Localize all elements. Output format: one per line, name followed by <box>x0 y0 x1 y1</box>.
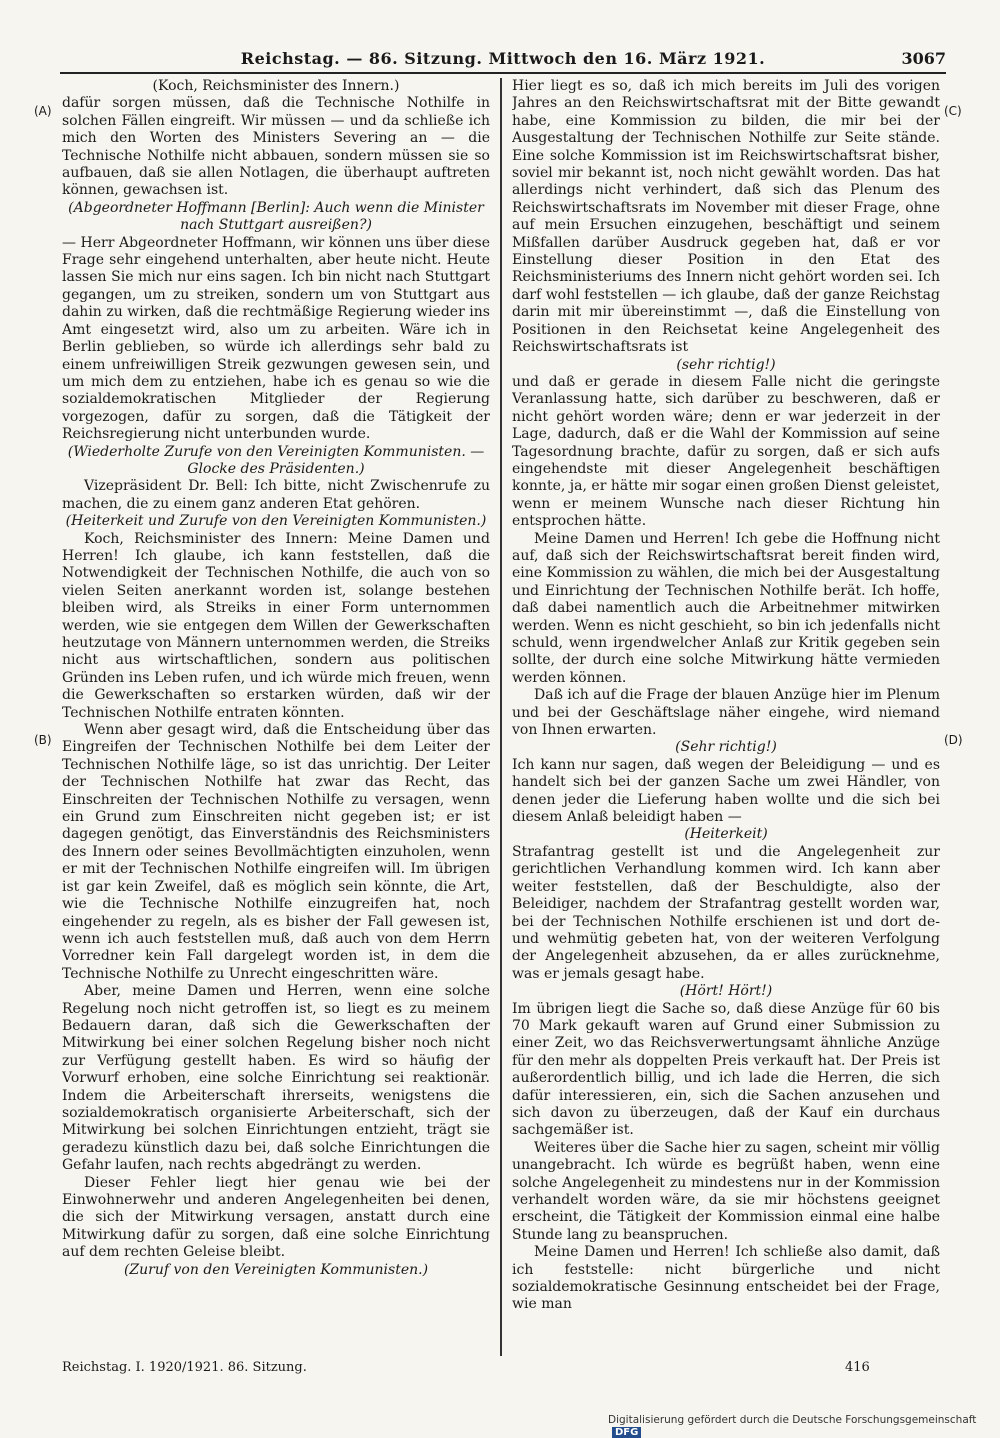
paragraph: (Heiterkeit und Zurufe von den Vereinigten Kommunisten.) <box>65 513 487 530</box>
right-text-column <box>512 78 940 1360</box>
margin-mark-a: (A) <box>34 104 52 118</box>
paragraph: (sehr richtig!) <box>676 356 776 373</box>
paragraph: Daß ich auf die Frage der blauen Anzüge hier im Plenum und bei der Geschäftslage näher eingehe, wird niemand von Ihnen erwarten. <box>512 687 940 739</box>
paragraph: (Zuruf von den Vereinigten Kommunisten.) <box>123 1261 429 1278</box>
dfg-credit <box>608 1414 1000 1438</box>
paragraph: Weiteres über die Sache hier zu sagen, scheint mir völlig unangebracht. Ich würde es begrüßt haben, wenn eine solche Angelegenheit zu mindestens nur in der Kommission verhandelt worden wäre, da sie mir höchstens geeignet erscheint, die Tätigkeit der Kommission einmal eine halbe Stunde lang zu beanspruchen. <box>512 1139 940 1243</box>
paragraph: (Sehr richtig!) <box>675 739 777 756</box>
margin-mark-c: (C) <box>944 104 962 118</box>
paragraph: Meine Damen und Herren! Ich gebe die Hoffnung nicht auf, daß sich der Reichswirtschaftsrat bereit finden wird, eine Kommission zu wählen, die mich bei der Ausgestaltung und Einrichtung der Technischen Nothilfe berät. Ich hoffe, daß dabei namentlich auch die Arbeitnehmer mitwirken werden. Wenn es nicht geschieht, so bin ich jedenfalls nicht schuld, wenn irgendwelcher Anlaß zur Kritik gegeben sein sollte, der durch eine solche Mitwirkung hätte vermieden werden können. <box>512 530 940 686</box>
paragraph: und daß er gerade in diesem Falle nicht die geringste Veranlassung hatte, sich darüber zu beschweren, daß er nicht gehört worden wäre; denn er war jederzeit in der Lage, dadurch, daß er die Wahl der Kommission auf seine Tagesordnung brachte, dafür zu sorgen, daß er sich aufs eingehendste mit dieser Angelegenheit beschäftigen konnte, ja, er hätte mir sogar einen großen Dienst geleistet, wenn er meinem Wunsche nach dieser Richtung hin entsprochen hätte. <box>512 373 940 530</box>
paragraph: Ich kann nur sagen, daß wegen der Beleidigung — und es handelt sich bei der ganzen Sache um zwei Händler, von denen jeder die Lieferung haben wollte und die sich bei diesem Anlaß beleidigt haben — <box>512 756 940 826</box>
header-title: Reichstag. — 86. Sitzung. Mittwoch den 16. März 1921. <box>240 49 766 68</box>
dfg-logo: DFG <box>612 1427 641 1438</box>
page-number: 3067 <box>901 49 946 68</box>
paragraph: Koch, Reichsminister des Innern: Meine Damen und Herren! Ich glaube, ich kann feststellen, daß die Notwendigkeit der Technischen Nothilfe, die auch von so vielen Seiten anerkannt worden ist, solange bestehen bleiben wird, als Streiks in einer Form unternommen werden, wie sie entgegen dem Willen der Gewerkschaften heutzutage von Männern unternommen werden, die Streiks nicht aus wirtschaftlichen, sondern aus politischen Gründen ins Leben rufen, und ich würde mich freuen, wenn die Gewerkschaften so erstarken würden, daß wir der Technischen Nothilfe entraten könnten. <box>62 530 490 721</box>
paragraph: (Koch, Reichsminister des Innern.) <box>152 78 400 94</box>
page-header <box>60 48 946 74</box>
paragraph: dafür sorgen müssen, daß die Technische Nothilfe in solchen Fällen eingreift. Wir müssen — und da schließe ich mich den Worten des Ministers Severing an — die Technische Nothilfe nicht abbauen, sondern müssen sie so aufbauen, daß sie allen Notlagen, die überhaupt auftreten können, gewachsen ist. <box>62 95 490 199</box>
margin-mark-b: (B) <box>34 733 52 747</box>
paragraph: Dieser Fehler liegt hier genau wie bei der Einwohnerwehr und anderen Angelegenheiten bei denen, die sich der Mitwirkung versagen, anstatt durch eine Mitwirkung dafür zu sorgen, daß eine solche Einrichtung auf dem rechten Geleise bleibt. <box>62 1174 490 1261</box>
left-text-column <box>62 78 490 1360</box>
paragraph: Strafantrag gestellt ist und die Angelegenheit zur gerichtlichen Verhandlung kommen wird. Ich kann aber weiter feststellen, daß der Beschuldigte, also der Beleidiger, nachdem der Strafantrag gestellt worden war, bei der Technischen Nothilfe erschienen ist und dort de- und wehmütig gebeten hat, von der weiteren Verfolgung der Angelegenheit abzusehen, da er alles zurücknehme, was er jemals gesagt habe. <box>512 843 940 982</box>
paragraph: Hier liegt es so, daß ich mich bereits im Juli des vorigen Jahres an den Reichswirtschaftsrat mit der Bitte gewandt habe, eine Kommission zu bilden, die mir bei der Ausgestaltung der Technischen Nothilfe zur Seite stände. Eine solche Kommission ist im Reichswirtschaftsrat bisher, soviel mir bekannt ist, noch nicht gewählt worden. Das hat allerdings nicht verhindert, daß sich das Plenum des Reichswirtschaftsrats im November mit dieser Frage, ohne auf mein Ersuchen einzugehen, beschäftigt und seinem Mißfallen darüber Ausdruck gegeben hat, daß er vor Einstellung dieser Position in den Etat des Reichsministeriums des Innern nicht gehört worden sei. Ich darf wohl feststellen — ich glaube, daß der ganze Reichstag darin mit mir übereinstimmt —, daß die Einstellung von Positionen in den Reichsetat keine Angelegenheit des Reichswirtschaftsrats ist <box>512 78 940 356</box>
paragraph: Wenn aber gesagt wird, daß die Entscheidung über das Eingreifen der Technischen Nothilfe bei dem Leiter der Technischen Nothilfe läge, so ist das unrichtig. Der Leiter der Technischen Nothilfe hat zwar das Recht, das Einschreiten der Technischen Nothilfe zu versagen, wenn ein Grund zum Einschreiten nicht gegeben ist; er ist dagegen genötigt, das Einverständnis des Reichsministers des Innern oder seines Bevollmächtigten einzuholen, wenn er mit der Technischen Nothilfe eingreifen will. Im übrigen ist gar kein Zweifel, daß es möglich sein könnte, die Art, wie die Technische Nothilfe einzugreifen hat, noch eingehender zu regeln, als es bisher der Fall gewesen ist, wenn ich auch feststellen muß, daß auch von dem Herrn Vorredner kein Fall dargelegt worden ist, in dem die Technische Nothilfe zu Unrecht eingeschritten wäre. <box>62 722 490 982</box>
paragraph: Meine Damen und Herren! Ich schließe also damit, daß ich feststelle: nicht bürgerliche und nicht sozialdemokratische Gesinnung entscheidet bei der Frage, wie man <box>512 1244 940 1313</box>
paragraph: Im übrigen liegt die Sache so, daß diese Anzüge für 60 bis 70 Mark gekauft waren auf Grund einer Submission zu einer Zeit, wo das Reichsverwertungsamt ähnliche Anzüge für den mehr als doppelten Preis verkauft hat. Der Preis ist außerordentlich billig, und ich lade die Herren, die sich dafür interessieren, ein, sich die Sachen anzusehen und sich davon zu überzeugen, daß der Kauf ein durchaus sachgemäßer ist. <box>512 1000 940 1139</box>
paragraph: Vizepräsident Dr. Bell: Ich bitte, nicht Zwischenrufe zu machen, die zu einem ganz anderen Etat gehören. <box>62 478 490 512</box>
paragraph: — Herr Abgeordneter Hoffmann, wir können uns über diese Frage sehr eingehend unterhalten, aber heute nicht. Heute lassen Sie mich nur eins sagen. Ich bin nicht nach Stuttgart gegangen, um zu streiken, sondern um von Stuttgart aus dahin zu wirken, daß die rechtmäßige Regierung wieder ins Amt eingesetzt wird, also um zu arbeiten. Wäre ich in Berlin geblieben, so würde ich allerdings sehr bald zu einem unfreiwilligen Streik gezwungen gewesen sein, und um mich dem zu entziehen, habe ich es genau so wie die sozialdemokratischen Mitglieder der Regierung vorgezogen, dafür zu sorgen, daß die Tätigkeit der Reichsregierung nicht unterbunden wurde. <box>62 234 490 443</box>
paragraph: (Hört! Hört!) <box>679 983 773 1000</box>
paragraph: (Heiterkeit) <box>684 826 768 843</box>
column-divider <box>500 78 502 1356</box>
paragraph: (Wiederholte Zurufe von den Vereinigten Kommunisten. — Glocke des Präsidenten.) <box>67 443 485 477</box>
margin-mark-d: (D) <box>944 733 963 747</box>
paragraph: (Abgeordneter Hoffmann [Berlin]: Auch wenn die Minister nach Stuttgart ausreißen?) <box>68 199 484 234</box>
footer-sheet-number: 416 <box>845 1360 870 1375</box>
dfg-credit-text: Digitalisierung gefördert durch die Deutsche Forschungsgemeinschaft <box>608 1414 977 1426</box>
paragraph: Aber, meine Damen und Herren, wenn eine solche Regelung noch nicht getroffen ist, so liegt es zu meinem Bedauern daran, daß sich die Gewerkschaften der Mitwirkung bei einer solchen Regelung bisher noch nicht zur Verfügung gestellt haben. Es wird so häufig der Vorwurf erhoben, eine solche Einrichtung sei reaktionär. Indem die Arbeiterschaft ihrerseits, wenigstens die sozialdemokratisch organisierte Arbeiterschaft, sich der Mitwirkung bei solchen Einrichtungen entzieht, trägt sie geradezu künstlich dazu bei, daß solche Einrichtungen die Gefahr laufen, nach rechts abgedrängt zu werden. <box>62 983 490 1174</box>
footer-session-info: Reichstag. I. 1920/1921. 86. Sitzung. <box>62 1360 307 1375</box>
